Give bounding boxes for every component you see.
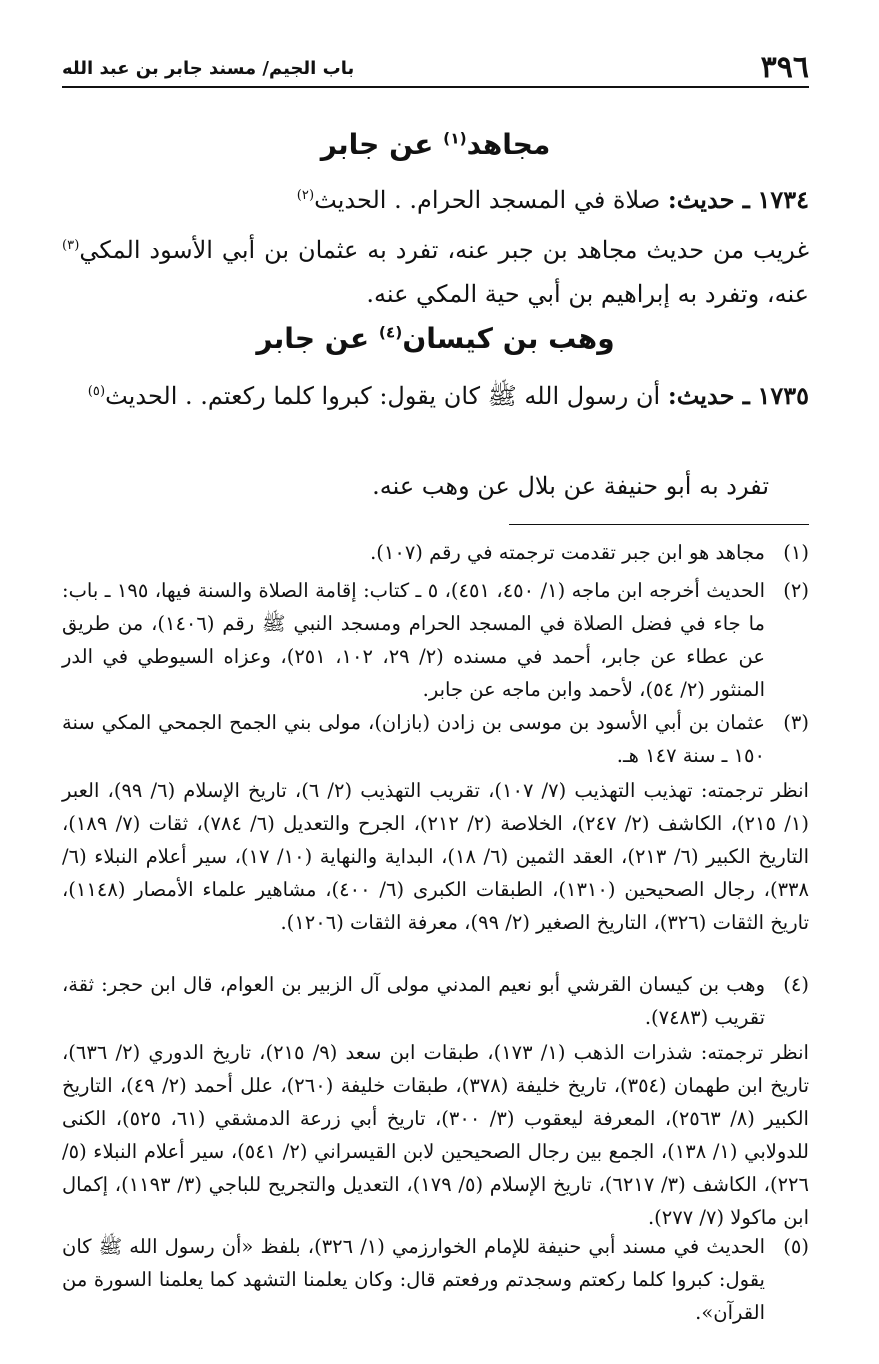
footnote-5 [62,1230,809,1329]
footnote-2 [62,574,809,706]
footnote-4-references [62,1036,809,1234]
hadith-label: ـ حديث: [667,381,750,410]
footnote-ref: (٥) [87,384,106,399]
footnote-number: (٥) [783,1235,809,1258]
footnote-1 [62,536,809,569]
commentary-text: تفرد به أبو حنيفة عن بلال عن وهب عنه. [372,472,769,500]
footnote-text: وهب بن كيسان القرشي أبو نعيم المدني مولى آل الزبير بن العوام، قال ابن حجر: ثقة، تقريب (٧٤٨٣). [62,973,765,1029]
commentary-text: غريب من حديث مجاهد بن جبر عنه، تفرد به عثمان بن أبي الأسود المكي [79,236,809,264]
heading-rest: عن جابر [256,322,370,355]
footnote-text: عثمان بن أبي الأسود بن موسى بن زادن (بازان)، مولى بني الجمح الجمحي المكي سنة ١٥٠ ـ سنة ١٤٧ هـ. [62,711,765,767]
footnote-ref: (٤) [378,323,403,342]
footnote-text: انظر ترجمته: شذرات الذهب (١/ ١٧٣)، طبقات ابن سعد (٩/ ٢١٥)، تاريخ الدوري (٢/ ٦٣٦)، تاريخ ابن طهمان (٣٥٤)، تاريخ خليفة (٣٧٨)، طبقات خليفة (٢٦٠)، علل أحمد (٢/ ٤٩)، التاريخ الكبير (٨/ ٢٥٦٣)، المعرفة ليعقوب (٣/ ٣٠٠)، تاريخ أبي زرعة الدمشقي (٦١، ٥٢٥)، الكنى للدولابي (١/ ١٣٨)، الجمع بين رجال الصحيحين لابن القيسراني (٢/ ٥٤١)، سير أعلام النبلاء (٥/ ٢٢٦)، الكاشف (٣/ ٦٢١٧)، تاريخ الإسلام (٥/ ١٧٩)، التعديل والتجريح للباجي (٣/ ١١٩٣)، إكمال ابن ماكولا (٧/ ٢٧٧). [62,1041,809,1229]
footnote-4 [62,968,809,1034]
running-section-title: باب الجيم/ مسند جابر بن عبد الله [62,58,355,79]
hadith-text: صلاة في المسجد الحرام. . الحديث [314,186,661,214]
footnote-number: (٢) [783,579,809,602]
section-heading-wahb [62,322,809,355]
hadith-1735 [62,374,809,418]
footnote-number: (٣) [783,711,809,734]
hadith-text: أن رسول الله ﷺ كان يقول: كبروا كلما ركعتم. . الحديث [105,382,661,410]
hadith-number: ١٧٣٥ [757,381,809,410]
hadith-label: ـ حديث: [667,185,750,214]
footnote-text: انظر ترجمته: تهذيب التهذيب (٧/ ١٠٧)، تقريب التهذيب (٢/ ٦)، تاريخ الإسلام (٦/ ٩٩)، العبر (١/ ٢١٥)، الكاشف (٢/ ٢٤٧)، الخلاصة (٢/ ٢١٢)، الجرح والتعديل (٦/ ٧٨٤)، ثقات (٧/ ١٨٩)، التاريخ الكبير (٦/ ٢١٣)، العقد الثمين (٦/ ١٨)، البداية والنهاية (١٠/ ١٧)، سير أعلام النبلاء (٦/ ٣٣٨)، رجال الصحيحين (١٣١٠)، الطبقات الكبرى (٦/ ٤٠٠)، مشاهير علماء الأمصار (١١٤٨)، تاريخ الثقات (٣٢٦)، التاريخ الصغير (٢/ ٩٩)، معرفة الثقات (١٢٠٦). [62,779,809,934]
page-header [62,52,809,88]
heading-rest: عن جابر [320,128,434,161]
heading-name: مجاهد [466,128,551,161]
footnote-rule [509,524,809,525]
footnote-ref: (١) [443,129,467,148]
footnote-3 [62,706,809,772]
footnote-text: الحديث في مسند أبي حنيفة للإمام الخوارزمي (١/ ٣٢٦)، بلفظ «أن رسول الله ﷺ كان يقول: كبروا كلما ركعتم وسجدتم ورفعتم قال: وكان يعلمنا التشهد كما يعلمنا السورة من القرآن». [62,1235,765,1324]
heading-name: وهب بن كيسان [402,322,615,355]
commentary-text-cont: عنه، وتفرد به إبراهيم بن أبي حية المكي عنه. [366,280,809,308]
page-number: ٣٩٦ [760,50,809,85]
footnote-number: (٤) [783,973,809,996]
footnote-number: (١) [783,541,809,564]
footnote-3-references [62,774,809,939]
header-rule [62,86,809,88]
commentary-1734 [62,228,809,316]
section-heading-mujahid [62,128,809,161]
hadith-1734 [62,178,809,222]
commentary-1735 [62,464,769,508]
footnote-ref: (٣) [62,238,80,253]
hadith-number: ١٧٣٤ [757,185,809,214]
footnote-ref: (٢) [296,188,315,203]
footnote-text: مجاهد هو ابن جبر تقدمت ترجمته في رقم (١٠٧). [370,541,765,564]
footnote-text: الحديث أخرجه ابن ماجه (١/ ٤٥٠، ٤٥١)، ٥ ـ كتاب: إقامة الصلاة والسنة فيها، ١٩٥ ـ باب: ما جاء في فضل الصلاة في المسجد الحرام ومسجد النبي ﷺ رقم (١٤٠٦)، من طريق عن عطاء عن جابر، أحمد في مسنده (٢/ ٢٩، ١٠٢، ٢٥١)، وعزاه السيوطي في الدر المنثور (٢/ ٥٤)، لأحمد وابن ماجه عن جابر. [62,579,766,701]
